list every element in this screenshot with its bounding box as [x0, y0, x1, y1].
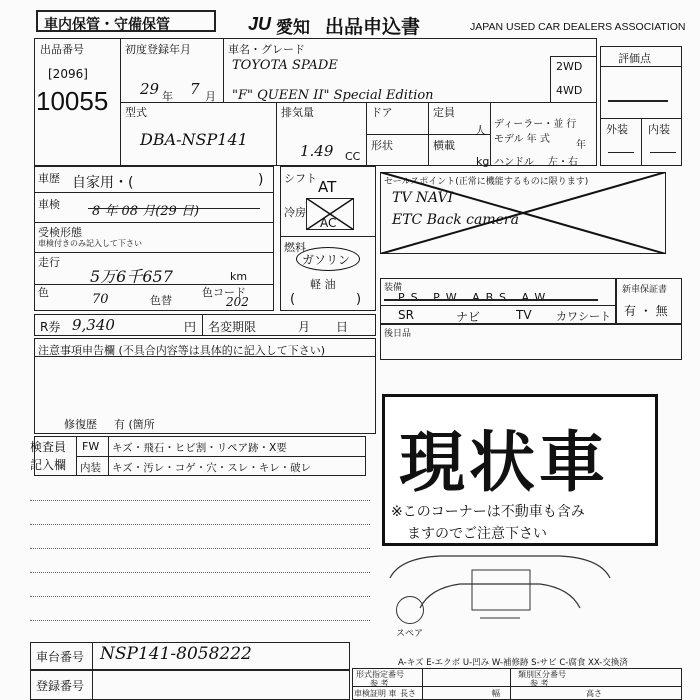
rename-day: 日 — [336, 320, 349, 334]
registration-number-label: 登録番号 — [36, 679, 85, 693]
door-label: ドア — [371, 106, 393, 119]
inspection-label: 車検 — [38, 198, 60, 211]
rating-label: 評価点 — [618, 52, 651, 65]
history-value: 自家用・( — [72, 175, 134, 191]
lot-number: 10055 — [36, 86, 109, 116]
length-label: 長さ — [400, 689, 416, 698]
cold-label: 冷房 — [284, 206, 306, 219]
color-code-label: 色コード — [202, 286, 246, 299]
fuel-paren-open: ( — [290, 292, 296, 307]
ju-logo-text: JU — [248, 14, 272, 34]
color-label: 色 — [38, 286, 49, 299]
history-close: ) — [258, 172, 264, 188]
class-label: 類別区分番号 — [518, 670, 566, 679]
writing-line — [30, 524, 370, 525]
width-spec-label: 幅 — [492, 689, 500, 698]
inspector-label-2: 記入欄 — [30, 458, 67, 472]
warranty-options: 有 ・ 無 — [624, 304, 668, 318]
inspection-strike — [88, 208, 260, 209]
spare-tire-icon — [396, 596, 424, 624]
lot-sub-number: [2096] — [48, 67, 88, 81]
after-goods-label: 後日品 — [384, 329, 412, 339]
car-name-label: 車名・グレード — [228, 43, 305, 56]
model-year-label: モデル 年 式 — [494, 134, 550, 145]
type-sub: 参 考 — [370, 679, 389, 688]
shape-label: 形状 — [371, 139, 393, 152]
handle-options: 左・右 — [548, 157, 578, 168]
registration-label: 初度登録年月 — [125, 43, 191, 56]
equipment-item-4: カワシート — [556, 310, 611, 323]
shift-ac: AC — [320, 216, 337, 230]
sales-point-1: TV NAVI — [392, 190, 454, 206]
receipt-label: 受検形態 — [38, 226, 82, 239]
repair-value: 有 (箇所 — [114, 418, 155, 431]
color-code-value: 202 — [226, 295, 249, 309]
inspector-fw: FW — [82, 440, 100, 453]
equipment-item-3: TV — [516, 308, 532, 322]
displacement-value: 1.49 — [300, 142, 334, 160]
shift-label: シフト — [284, 172, 317, 185]
recycle-value: 9,340 — [72, 316, 115, 334]
chassis-label: 車台番号 — [36, 650, 85, 664]
model-year-unit: 年 — [576, 140, 586, 151]
lot-label: 出品番号 — [40, 43, 84, 56]
rating-exterior: 外装 — [606, 123, 628, 136]
chassis-value: NSP141-8058222 — [100, 644, 252, 664]
fuel-gasoline: ガソリン — [302, 253, 351, 267]
as-is-stamp — [382, 394, 658, 546]
inspector-interior: 内装 — [80, 462, 101, 474]
form-title: 出品申込書 — [325, 16, 421, 38]
capacity-unit: 人 — [475, 124, 486, 137]
displacement-unit: CC — [345, 150, 361, 163]
model-label: 型式 — [125, 106, 147, 119]
registration-year: 29 — [140, 80, 160, 98]
class-sub: 参 考 — [530, 679, 549, 688]
drive-4wd: 4WD — [556, 84, 583, 97]
equipment-struck: PS PW ABS AW — [398, 291, 552, 304]
writing-line — [30, 596, 370, 597]
writing-line — [30, 548, 370, 549]
color-change-label: 色替 — [150, 294, 172, 307]
rating-interior: 内装 — [648, 123, 670, 136]
recycle-unit: 円 — [184, 320, 197, 334]
displacement-label: 排気量 — [281, 106, 314, 119]
width-unit: kg — [476, 155, 490, 168]
after-goods-box — [380, 324, 682, 360]
equipment-item-1: SR — [398, 308, 414, 322]
ju-logo — [248, 14, 271, 35]
handle-label: ハンドル — [494, 157, 534, 168]
title-aichi: 愛知 — [276, 18, 310, 38]
history-label: 車歴 — [38, 172, 60, 185]
ac-cross-mark — [306, 198, 354, 230]
inspector-fw-text: キズ・飛石・ヒビ割・リペア跡・X要 — [112, 442, 287, 454]
car-grade: "F" QUEEN II" Special Edition — [232, 88, 434, 103]
inspector-interior-text: キズ・汚レ・コゲ・穴・スレ・キレ・破レ — [112, 462, 312, 474]
dealer-label: ディーラー・並 行 — [494, 119, 577, 130]
storage-label-box — [36, 10, 216, 32]
width-label: 横載 — [433, 139, 455, 152]
rename-label: 名変期限 — [208, 320, 257, 334]
storage-label: 車内保管・守備保管 — [44, 17, 170, 33]
type-label: 形式指定番号 — [356, 670, 404, 679]
sales-point-2: ETC Back camera — [392, 212, 519, 228]
fuel-light-oil: 軽 油 — [310, 278, 336, 291]
fuel-paren-close: ) — [356, 292, 362, 307]
as-is-stamp-note-1: ※このコーナーは不動車も含み — [391, 504, 585, 520]
as-is-stamp-title: 現状車 — [399, 424, 609, 501]
inspection-value: 8 年 08 月(29 日) — [92, 204, 200, 219]
mileage-label: 走行 — [38, 256, 60, 269]
fuel-label: 燃料 — [284, 241, 306, 254]
warranty-label: 新車保証書 — [622, 285, 668, 295]
registration-month-unit: 月 — [205, 90, 216, 103]
damage-legend: A-キズ E-エクボ U-凹み W-補修跡 S-サビ C-腐食 XX-交換済 — [398, 658, 628, 668]
writing-line — [30, 500, 370, 501]
receipt-note: 車検付きのみ記入して下さい — [38, 239, 142, 248]
shift-at: AT — [318, 178, 337, 196]
equipment-label: 装備 — [384, 283, 403, 293]
registration-year-unit: 年 — [162, 90, 173, 103]
cert-label: 車検証明 車 — [354, 689, 397, 698]
inspector-label-1: 検査員 — [30, 440, 67, 454]
spare-label: スペア — [396, 629, 424, 639]
model-value: DBA-NSP141 — [140, 130, 248, 149]
association-name: JAPAN USED CAR DEALERS ASSOCIATION — [470, 21, 686, 33]
sales-points-label: セールスポイント(正常に機能するものに限ります) — [384, 177, 589, 187]
registration-month: 7 — [190, 80, 200, 98]
mileage-unit: km — [230, 270, 248, 283]
car-name: TOYOTA SPADE — [232, 58, 338, 73]
rename-month: 月 — [298, 320, 311, 334]
writing-line — [30, 620, 370, 621]
repair-label: 修復歴 — [64, 418, 97, 431]
mileage-value: 5万6千657 — [90, 267, 173, 286]
sales-points-cross-mark — [380, 172, 666, 254]
capacity-label: 定員 — [433, 106, 455, 119]
equipment-strike — [384, 299, 598, 301]
drive-2wd: 2WD — [556, 60, 583, 73]
as-is-stamp-note-2: ますのでご注意下さい — [407, 526, 547, 542]
writing-line — [30, 572, 370, 573]
color-value: 70 — [92, 292, 109, 307]
recycle-label: R券 — [40, 320, 61, 334]
height-label: 高さ — [586, 689, 602, 698]
equipment-item-2: ナビ — [456, 310, 481, 324]
notes-label: 注意事項申告欄 (不具合内容等は具体的に記入して下さい) — [38, 344, 326, 357]
